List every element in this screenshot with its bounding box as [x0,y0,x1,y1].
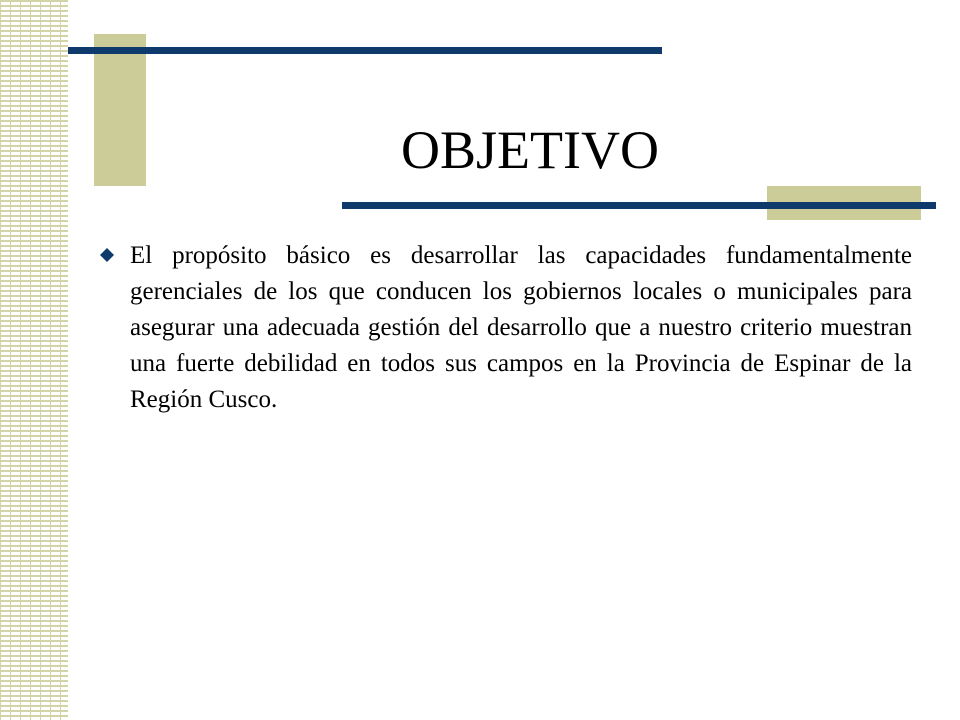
bullet-text: El propósito básico es desarrollar las capacidades fundamentalmente gerenciales de los que conducen los gobiernos locales o municipales para asegurar una adecuada gestión del desarrollo que a nuestro criterio muestran una fuerte debilidad en todos sus campos en la Provincia de Espinar de la Región Cusco. [130,242,912,413]
decorative-line-top [68,47,662,54]
decorative-block-top-left [94,34,146,186]
decorative-line-bottom [342,202,936,209]
bullet-item [100,238,912,418]
diamond-bullet-icon [100,248,114,262]
slide-title: OBJETIVO [401,120,659,180]
decorative-side-stripes [0,0,68,720]
slide-content [100,238,912,418]
